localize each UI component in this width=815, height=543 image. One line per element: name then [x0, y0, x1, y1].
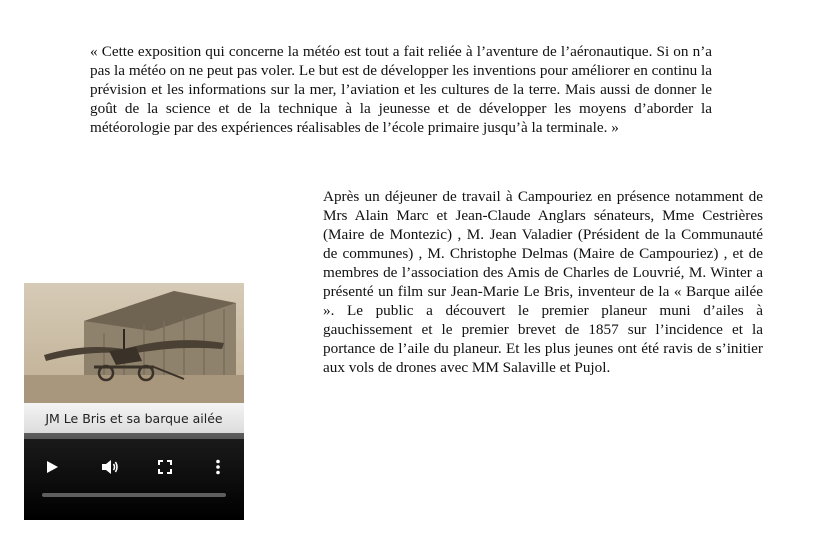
video-thumbnail-barque-ailee [24, 283, 244, 403]
exhibition-quote: « Cette exposition qui concerne la météo est tout a fait reliée à l’aventure de l’aéronautique. Si on n’a pas la météo on ne peut pas voler. Le but est de développer les inventions pour améliorer en continu la prévision et les informations sur la mer, l’aviation et les cultures de la terre. Mais aussi de donner le goût de la science et de la technique à la jeunesse et de développer les moyens d’aborder la météorologie par des expériences réalisables de l’école primaire jusqu’à la terminale. » [90, 43, 712, 136]
video-caption: JM Le Bris et sa barque ailée [45, 411, 223, 426]
volume-icon[interactable] [100, 457, 120, 477]
play-icon[interactable] [42, 457, 62, 477]
video-progress-bar[interactable] [42, 493, 226, 497]
more-vertical-icon[interactable] [208, 457, 228, 477]
article-paragraph: Après un déjeuner de travail à Campouriez en présence notamment de Mrs Alain Marc et Jean-Claude Anglars sénateurs, Mme Cestrières (Maire de Montezic) , M. Jean Valadier (Président de la Communauté de communes) , M. Christophe Delmas (Maire de Campouriez) , et de membres de l’association des Amis de Charles de Louvrié, M. Winter a présenté un film sur Jean-Marie Le Bris, inventeur de la « Barque ailée ». Le public a découvert le premier planeur muni d’ailes à gauchissement et le premier brevet de 1857 sur l’incidence et la portance de l’aile du planeur. Et les plus jeunes ont été ravis de s’initier aux vols de drones avec MM Salaville et Pujol. [323, 188, 763, 376]
video-player[interactable] [24, 283, 244, 520]
fullscreen-icon[interactable] [155, 457, 175, 477]
